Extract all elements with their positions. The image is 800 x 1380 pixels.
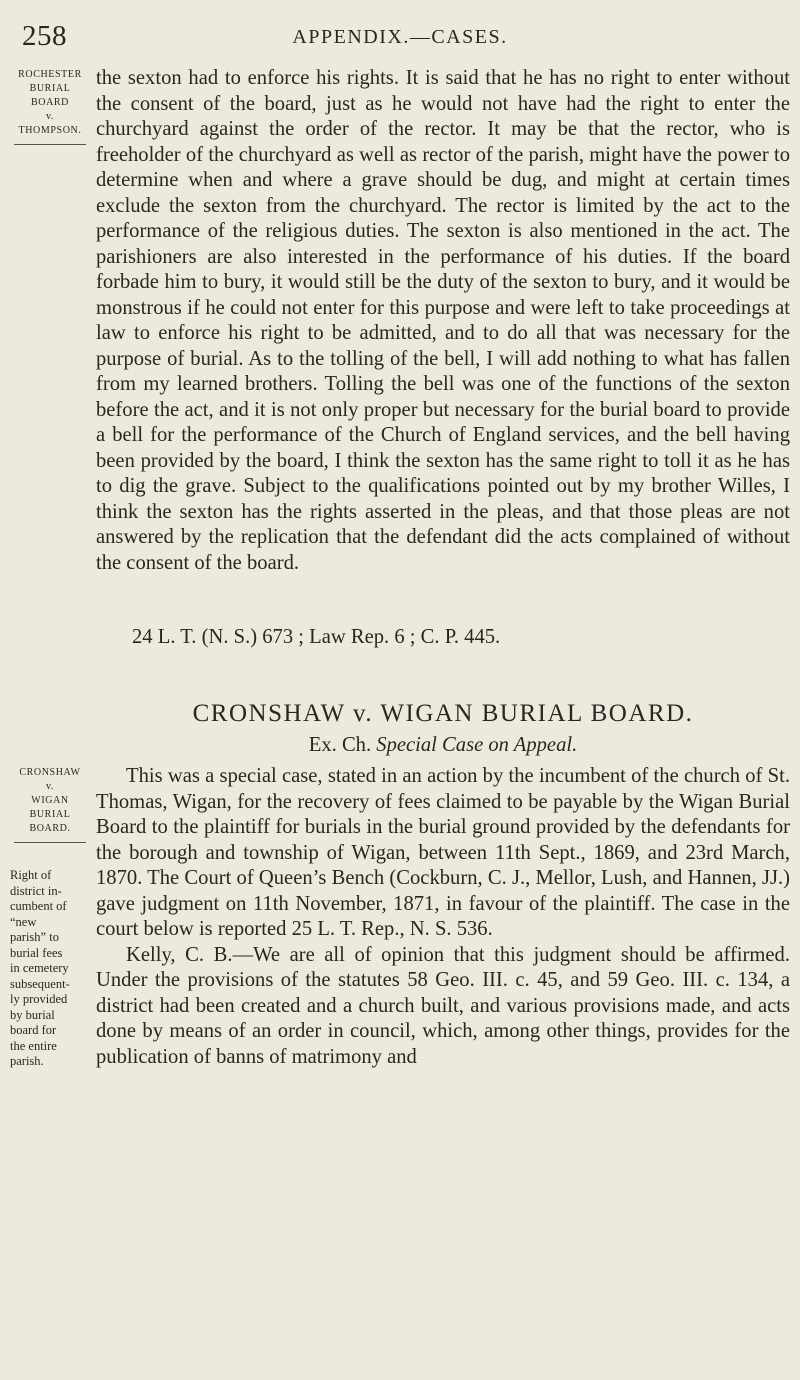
margin-note-line: in cemetery (10, 961, 69, 975)
margin-note-line: BOARD (30, 97, 69, 108)
margin-note-line: by burial (10, 1007, 55, 1022)
margin-note-line: BURIAL (29, 83, 71, 94)
page-number: 258 (22, 20, 67, 52)
margin-note-line: BOARD. (29, 823, 71, 834)
margin-note-line: cumbent of (10, 899, 67, 913)
margin-note-line: WIGAN (31, 795, 69, 806)
margin-rule (14, 842, 86, 843)
running-head: APPENDIX.—CASES. (292, 26, 508, 48)
margin-note-line: “new (10, 914, 37, 929)
margin-note-line: CRONSHAW (19, 767, 81, 778)
margin-note-line: the entire (10, 1038, 57, 1053)
margin-note-line: parish” to (10, 930, 59, 944)
court-prefix: Ex. Ch. (308, 734, 372, 756)
second-case-paragraph-1: This was a special case, stated in an action by the incumbent of the church of St. Thomas, Wigan, for the recovery of fees claimed to be payable by the Wigan Burial Board to the plaintiff for burials in the burial ground provided by the defendants for the borough and township of Wigan, between 11th Sept., 1869, and 23rd March, 1870. The Court of Queen’s Bench (Cockburn, C. J., Mellor, Lush, and Hannen, JJ.) gave judgment on 11th November, 1871, in favour of the plaintiff. The case in the court below is reported 25 L. T. Rep., N. S. 536. (96, 765, 790, 940)
page-header (0, 14, 800, 54)
margin-note-line: Right of (10, 868, 52, 882)
margin-note-line: subsequent- (10, 976, 70, 991)
margin-rule (14, 144, 86, 145)
court-italic: Special Case on Appeal. (376, 734, 578, 756)
second-case-text (96, 764, 790, 1070)
margin-note-line: burial fees (10, 945, 63, 960)
margin-note-line: district in- (10, 883, 62, 898)
margin-note-rochester (10, 68, 90, 145)
margin-note-cronshaw (10, 766, 90, 843)
margin-note-line: parish. (10, 1054, 44, 1068)
first-case-paragraph: the sexton had to enforce his rights. It is said that he has no right to enter without the consent of the board, just as he would not have had the right to enter the churchyard against the order of the rector. It may be that the rector, who is freeholder of the churchyard as well as rector of the parish, might have the power to determine when and where a grave should be dug, and might at certain times exclude the sexton from the churchyard. The rector is limited by the act to the performance of the religious duties. The sexton is also mentioned in the act. The parishioners are also interested in the performance of his duties. If the board forbade him to bury, it would still be the duty of the sexton to bury, and it would be monstrous if he could not enter for this purpose and were left to take proceedings at law to enforce his right to be admitted, and to do all that was necessary for the purpose of burial. As to the tolling of the bell, I will add nothing to what has fallen from my learned brothers. Tolling the bell was one of the functions of the sexton before the act, and it is not only proper but necessary for the burial board to provide a bell for the performance of the Church of England services, and the bell having been provided by the board, I think the sexton has the same right to toll it as he has to dig the grave. Subject to the qualifications pointed out by my brother Willes, I think the sexton has the rights asserted in the pleas, and that those pleas are not answered by the replication that the defendant did the acts complained of without the consent of the board. (96, 67, 790, 574)
margin-note-line: ly provided (10, 992, 68, 1006)
margin-note-right-of-incumbent (10, 868, 90, 1070)
margin-note-line: ROCHESTER (18, 69, 82, 80)
margin-note-line: v. (45, 111, 55, 122)
margin-note-line: board for (10, 1023, 57, 1037)
first-case-citation: 24 L. T. (N. S.) 673 ; Law Rep. 6 ; C. P. 445. (132, 626, 501, 648)
margin-note-line: THOMPSON. (18, 125, 82, 136)
margin-note-line: BURIAL (29, 809, 71, 820)
case-title: CRONSHAW v. WIGAN BURIAL BOARD. (192, 700, 694, 727)
second-case-paragraph-2: Kelly, C. B.—We are all of opinion that this judgment should be affirmed. Under the provisions of the statutes 58 Geo. III. c. 45, and 59 Geo. III. c. 134, a district had been created and a church built, and various provisions made, and acts done by means of an order in council, which, among other things, provides for the publication of banns of matrimony and (96, 943, 790, 1068)
court-line (96, 734, 790, 757)
first-case-text (96, 66, 790, 576)
margin-note-line: v. (45, 781, 55, 792)
